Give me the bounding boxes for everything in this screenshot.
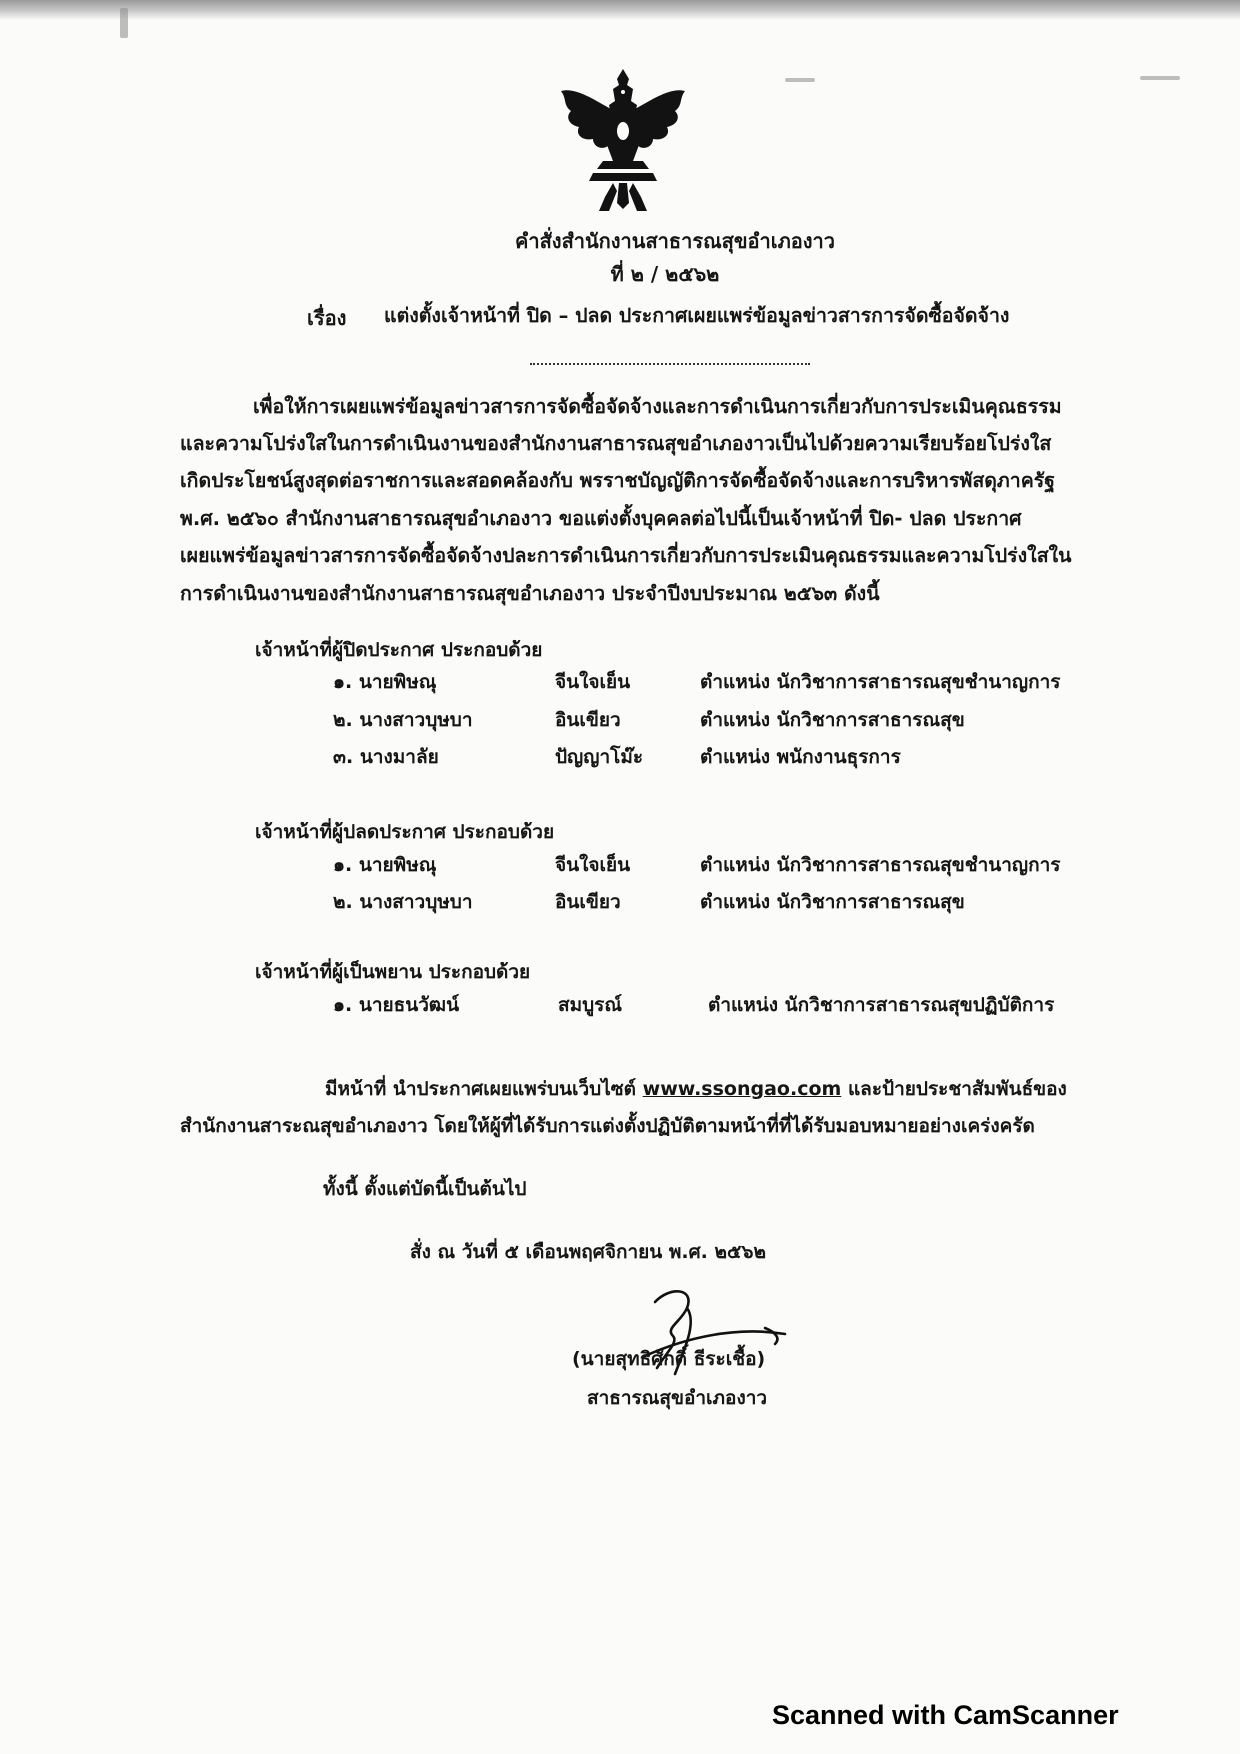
signatory-title: สาธารณสุขอำเภองาว [587, 1387, 768, 1409]
signatory-name: (นายสุทธิศักดิ์ ธีระเชื้อ) [572, 1348, 766, 1370]
scan-top-edge [0, 0, 1240, 20]
order-date: สั่ง ณ วันที่ ๕ เดือนพฤศจิกายน พ.ศ. ๒๕๖๒ [410, 1241, 767, 1263]
camscanner-watermark: Scanned with CamScanner [772, 1700, 1119, 1730]
effective-statement: ทั้งนี้ ตั้งแต่บัดนี้เป็นต้นไป [323, 1178, 527, 1200]
garuda-emblem-icon [553, 65, 693, 215]
member-position: ตำแหน่ง นักวิชาการสาธารณสุขชำนาญการ [700, 671, 1061, 693]
member-surname: ปัญญาโม๊ะ [555, 746, 644, 768]
subject-text: แต่งตั้งเจ้าหน้าที่ ปิด – ปลด ประกาศเผยแพร่ข้อมูลข่าวสารการจัดซื้อจัดจ้าง [384, 304, 1010, 327]
website-link[interactable]: www.ssongao.com [642, 1078, 842, 1100]
member-position: ตำแหน่ง พนักงานธุรการ [700, 746, 901, 768]
intro-line: พ.ศ. ๒๕๖๐ สำนักงานสาธารณสุขอำเภองาว ขอแต่งตั้งบุคคลต่อไปนี้เป็นเจ้าหน้าที่ ปิด- ปลด ประกาศ [180, 507, 1022, 530]
member-name: ๑. นายพิษณุ [333, 854, 437, 876]
duty-prefix: มีหน้าที่ นำประกาศเผยแพร่บนเว็บไซต์ [325, 1078, 637, 1100]
group-heading-removal: เจ้าหน้าที่ผู้ปลดประกาศ ประกอบด้วย [255, 821, 555, 843]
member-surname: อินเขียว [555, 891, 621, 913]
intro-line: เผยแพร่ข้อมูลข่าวสารการจัดซื้อจัดจ้างปละการดำเนินการเกี่ยวกับการประเมินคุณธรรมและความโปร่งใสใน [180, 544, 1072, 567]
duty-line: สำนักงานสาระณสุขอำเภองาว โดยให้ผู้ที่ได้รับการแต่งตั้งปฏิบัติตามหน้าที่ที่ได้รับมอบหมายอย่างเคร่งครัด [180, 1115, 1035, 1137]
subject-label: เรื่อง [307, 306, 347, 330]
member-position: ตำแหน่ง นักวิชาการสาธารณสุขชำนาญการ [700, 854, 1061, 876]
member-name: ๒. นางสาวบุษบา [333, 709, 473, 731]
header-divider [530, 363, 810, 365]
scan-smudge [120, 8, 128, 38]
order-title: คำสั่งสำนักงานสาธารณสุขอำเภองาว [514, 229, 836, 253]
intro-line: เกิดประโยชน์สูงสุดต่อราชการและสอดคล้องกับ พรราชบัญญัติการจัดซื้อจัดจ้างและการบริหารพัสดุภาครัฐ [180, 469, 1056, 492]
order-number: ที่ ๒ / ๒๕๖๒ [610, 262, 720, 286]
duty-line [325, 1075, 1067, 1103]
scan-smudge [1140, 76, 1180, 80]
member-name: ๑. นายธนวัฒน์ [333, 994, 460, 1016]
intro-line: เพื่อให้การเผยแพร่ข้อมูลข่าวสารการจัดซื้อจัดจ้างและการดำเนินการเกี่ยวกับการประเมินคุณธรรม [253, 395, 1062, 418]
member-name: ๒. นางสาวบุษบา [333, 891, 473, 913]
member-surname: สมบูรณ์ [558, 994, 623, 1016]
member-position: ตำแหน่ง นักวิชาการสาธารณสุข [700, 709, 965, 731]
group-heading-posting: เจ้าหน้าที่ผู้ปิดประกาศ ประกอบด้วย [255, 639, 543, 661]
member-position: ตำแหน่ง นักวิชาการสาธารณสุข [700, 891, 965, 913]
member-surname: จีนใจเย็น [555, 854, 631, 876]
group-heading-witness: เจ้าหน้าที่ผู้เป็นพยาน ประกอบด้วย [255, 961, 531, 983]
scan-smudge [785, 78, 815, 82]
duty-suffix: และป้ายประชาสัมพันธ์ของ [847, 1078, 1067, 1100]
intro-line: และความโปร่งใสในการดำเนินงานของสำนักงานสาธารณสุขอำเภองาวเป็นไปด้วยความเรียบร้อยโปร่งใส [180, 432, 1052, 455]
member-name: ๑. นายพิษณุ [333, 671, 437, 693]
member-surname: อินเขียว [555, 709, 621, 731]
member-position: ตำแหน่ง นักวิชาการสาธารณสุขปฏิบัติการ [708, 994, 1055, 1016]
intro-line: การดำเนินงานของสำนักงานสาธารณสุขอำเภองาว ประจำปีงบประมาณ ๒๕๖๓ ดังนี้ [180, 582, 880, 605]
member-surname: จีนใจเย็น [555, 671, 631, 693]
member-name: ๓. นางมาลัย [333, 746, 439, 768]
